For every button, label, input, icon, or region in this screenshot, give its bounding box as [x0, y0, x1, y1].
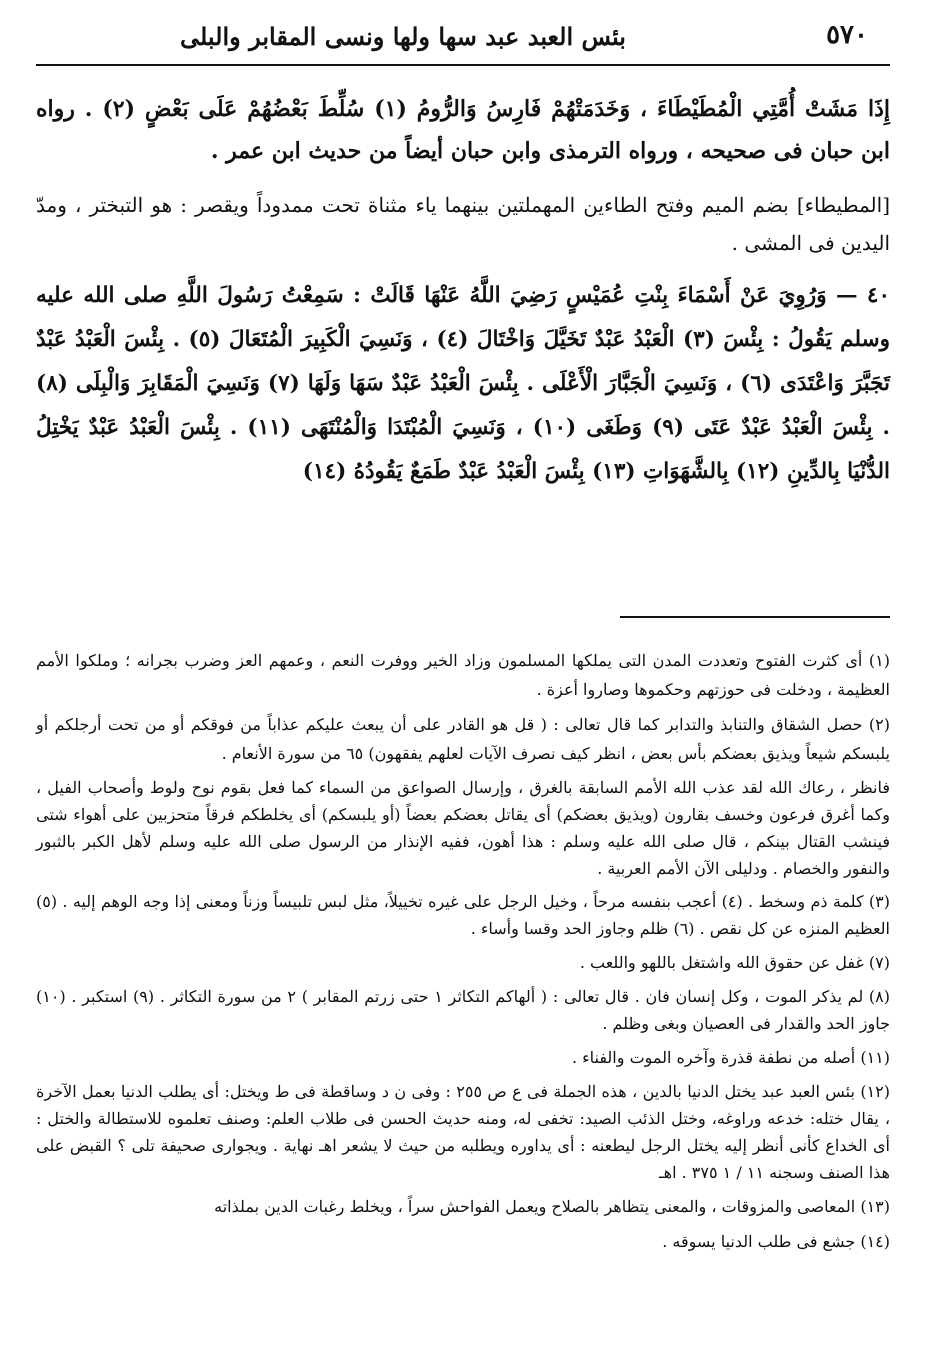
footnote-13: (١٣) المعاصى والمزوقات ، والمعنى يتظاهر بالصلاح ويعمل الفواحش سراً ، ويخلط رغبات الدين بملذاته	[214, 1197, 890, 1216]
page-number: ٥٧٠	[826, 20, 868, 50]
hadith-40: ٤٠ — وَرُوِيَ عَنْ أَسْمَاءَ بِنْتِ عُمَيْسٍ رَضِيَ اللَّهُ عَنْهَا قَالَتْ : سَمِعْتُ رَسُولَ اللَّهِ صلى الله عليه وسلم يَقُولُ : بِئْسَ (٣) الْعَبْدُ عَبْدٌ تَخَيَّلَ وَاخْتَالَ (٤) ، وَنَسِيَ الْكَبِيرَ الْمُتَعَالَ (٥) . بِئْسَ الْعَبْدُ عَبْدٌ تَجَبَّرَ وَاعْتَدَى (٦) ، وَنَسِيَ الْجَبَّارَ الْأَعْلَى . بِئْسَ الْعَبْدُ عَبْدٌ سَهَا وَلَهَا (٧) وَنَسِيَ الْمَقَابِرَ وَالْبِلَى (٨) . بِئْسَ الْعَبْدُ عَبْدٌ عَتَى (٩) وَطَغَى (١٠) ، وَنَسِيَ الْمُبْتَدَا وَالْمُنْتَهَى (١١) . بِئْسَ الْعَبْدُ عَبْدٌ يَخْتِلُ الدُّنْيَا بِالدِّينِ (١٢) بِالشَّهَوَاتِ (١٣) بِئْسَ الْعَبْدُ عَبْدٌ طَمَعٌ يَقُودُهُ (١٤)	[36, 283, 891, 484]
word-explanation: [المطيطاء] بضم الميم وفتح الطاءين المهملتين بينهما ياء مثناة تحت ممدوداً ويقصر : هو التبختر ، ومدّ اليدين فى المشى .	[36, 193, 890, 255]
running-title: بئس العبد عبد سها ولها ونسى المقابر والبلى	[179, 22, 626, 51]
footnote-14: (١٤) جشع فى طلب الدنيا يسوقه .	[662, 1232, 890, 1251]
footnote-8-10: (٨) لم يذكر الموت ، وكل إنسان فان . قال تعالى : ( ألهاكم التكاثر ١ حتى زرتم المقابر ) ٢ من سورة التكاثر . (٩) استكبر . (١٠) جاوز الحد والقدار فى العصيان وبغى وظلم .	[36, 987, 890, 1033]
main-text	[36, 88, 890, 494]
footnotes	[36, 646, 890, 1262]
footnote-2-continued: فانظر ، رعاك الله لقد عذب الله الأمم السابقة بالغرق ، وإرسال الصواعق من السماء كما فعل بقوم نوح ولوط وأصحاب الفيل ، وكما أغرق فرعون وخسف بقارون (ويذيق بعضكم) أى يقاتل بعضكم بعضاً (أو يلبسكم) أى يخلطكم فرقاً متحزبين على أهواء شتى فينشب القتال بينكم ، قال صلى الله عليه وسلم : هذا أهون، ففيه الإنذار من الرسول صلى الله عليه وسلم لأهل الكبر بالثبور والنفور والخصام . ودليلى الآن الأمم العربية .	[36, 778, 890, 878]
footnote-1: (١) أى كثرت الفتوح وتعددت المدن التى يملكها المسلمون وزاد الخير ووفرت النعم ، وعمهم العز وضرب بجرانه ؛ وملكوا الأمم العظيمة ، ودخلت فى حوزتهم وحكموها وصاروا أعزة .	[36, 651, 890, 699]
footnote-11: (١١) أصله من نطفة قذرة وآخره الموت والفناء .	[571, 1048, 890, 1067]
footnote-2: (٢) حصل الشقاق والتنابذ والتدابر كما قال تعالى : ( قل هو القادر على أن يبعث عليكم عذاباً من فوقكم أو من تحت أرجلكم أو يلبسكم شيعاً ويذيق بعضكم بأس بعض ، انظر كيف نصرف الآيات لعلهم يفقهون) ٦٥ من سورة الأنعام .	[36, 715, 890, 763]
footnote-3-6: (٣) كلمة ذم وسخط . (٤) أعجب بنفسه مرحاً ، وخيل الرجل على غيره تخييلاً، مثل لبس تلبيساً وزناً ومعنى إذا وجه الوهم إليه . (٥) العظيم المنزه عن كل نقص . (٦) ظلم وجاوز الحد وقسا وأساء .	[36, 892, 890, 938]
footnote-7: (٧) غفل عن حقوق الله واشتغل باللهو واللعب .	[579, 953, 890, 972]
page-header	[36, 14, 890, 66]
footnote-separator	[620, 616, 890, 618]
footnote-12: (١٢) بئس العبد عبد يختل الدنيا بالدين ، هذه الجملة فى ع ص ٢٥٥ : وفى ن د وساقطة فى ط ويختل: أى يطلب الدنيا بعمل الآخرة ، يقال ختله: خدعه وراوغه، وختل الذئب الصيد: تخفى له، ومنه حديث الحسن فى طلاب العلم: وصنف تعلموه للاستطالة والختل : أى الخداع كأنى أنظر إليه يختل الرجل ليطعنه : أى يداوره ويطلبه من حيث لا يشعر اهـ نهاية . ويجوارى صحيفة تلى ؟ القبض على هذا الصنف وسجنه ١١ / ١ ٣٧٥ . اهـ	[36, 1082, 891, 1182]
hadith-paragraph-1: إِذَا مَشَتْ أُمَّتِي الْمُطَيْطَاءَ ، وَخَدَمَتْهُمْ فَارِسُ وَالرُّومُ (١) سُلِّطَ بَعْضُهُمْ عَلَى بَعْضٍ (٢) . رواه ابن حبان فى صحيحه ، ورواه الترمذى وابن حبان أيضاً من حديث ابن عمر .	[36, 96, 890, 164]
